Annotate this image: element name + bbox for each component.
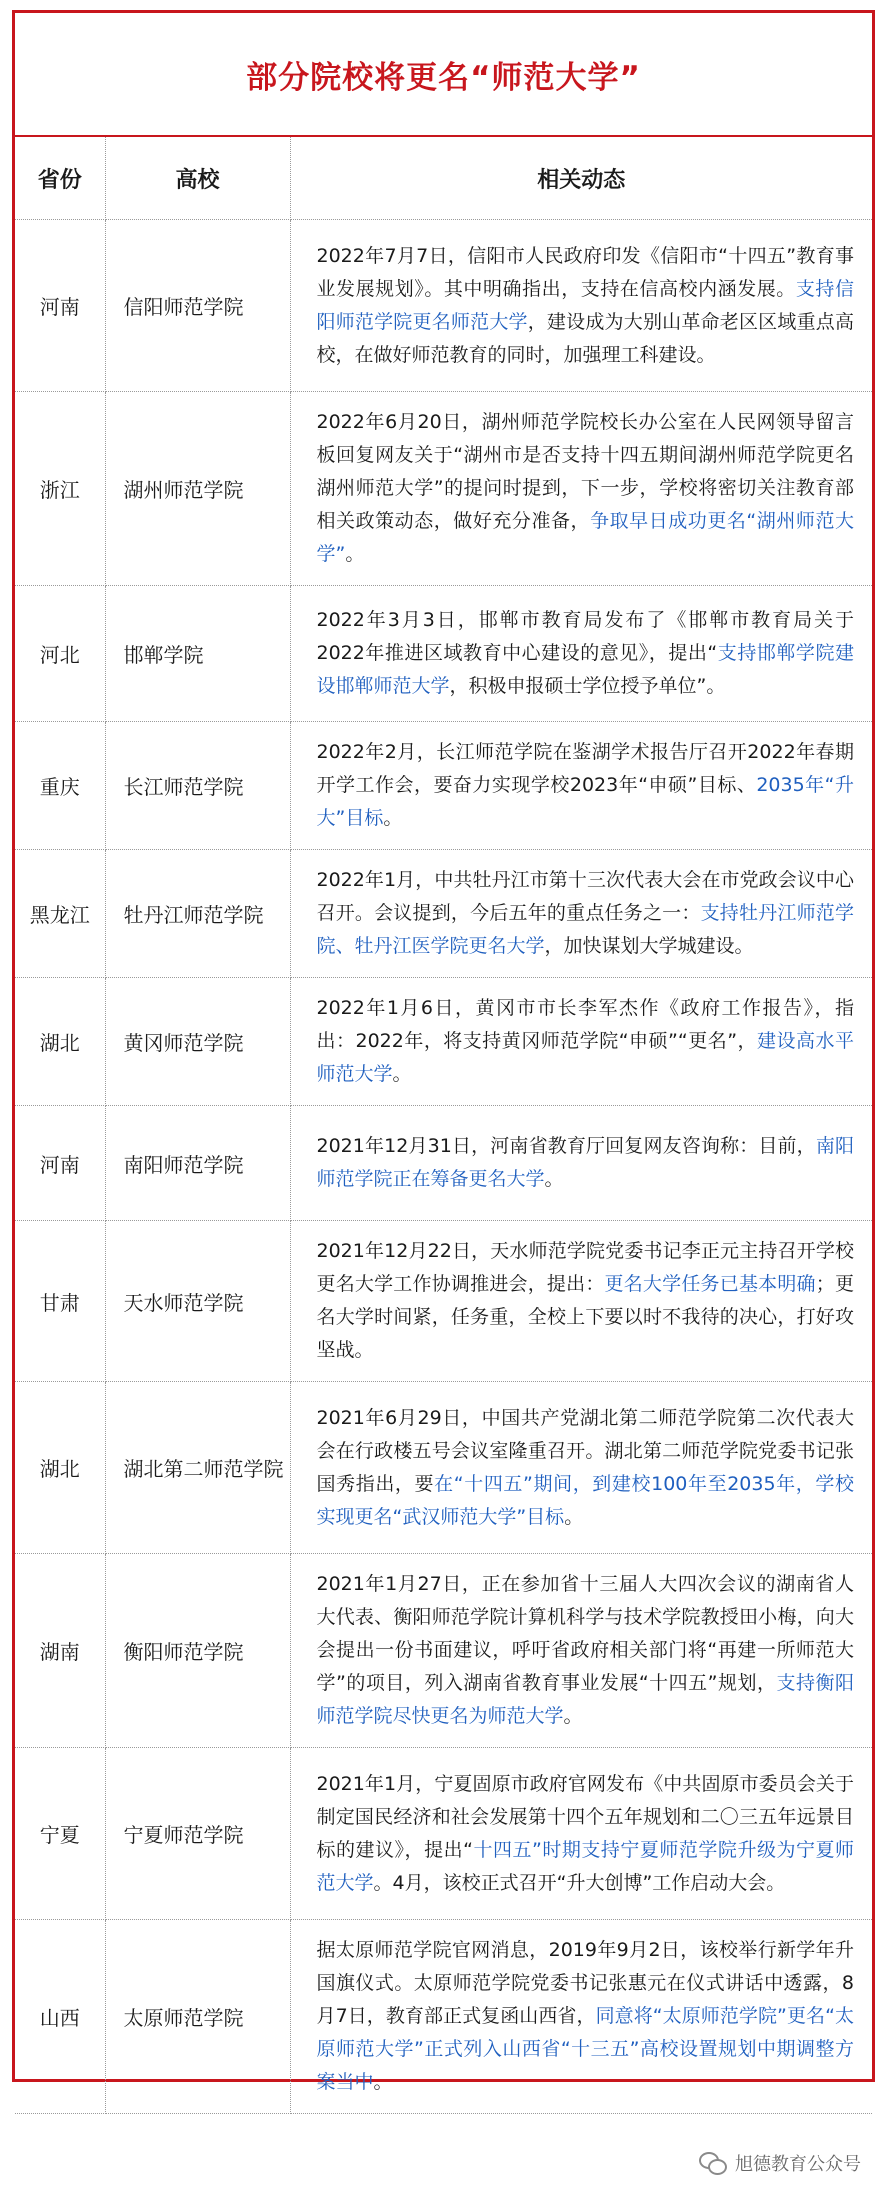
news-text: 2022年1月6日，黄冈市市长李军杰作《政府工作报告》，指出：2022年，将支持黄冈师范学院“申硕”“更名”，	[316, 997, 854, 1052]
header-news: 相关动态	[290, 137, 872, 220]
cell-news	[290, 392, 872, 586]
news-text: 。	[392, 1063, 412, 1085]
cell-province: 宁夏	[15, 1748, 105, 1920]
cell-school: 信阳师范学院	[105, 220, 290, 392]
cell-province: 河北	[15, 586, 105, 722]
table-row	[15, 722, 872, 850]
news-text: 2022年7月7日，信阳市人民政府印发《信阳市“十四五”教育事业发展规划》。其中明确指出，支持在信高校内涵发展。	[316, 244, 854, 300]
cell-news	[290, 1106, 872, 1221]
cell-news	[290, 1920, 872, 2114]
cell-province: 黑龙江	[15, 850, 105, 978]
news-text: 2021年1月27日，正在参加省十三届人大四次会议的湖南省人大代表、衡阳师范学院计算机科学与技术学院教授田小梅，向大会提出一份书面建议，呼吁省政府相关部门将“再建一所师范大学”的项目，列入湖南省教育事业发展“十四五”规划，	[316, 1573, 854, 1694]
header-school: 高校	[105, 137, 290, 220]
wechat-icon	[699, 2152, 727, 2174]
table-row	[15, 392, 872, 586]
table-frame	[12, 10, 875, 2093]
cell-province: 湖北	[15, 1382, 105, 1554]
news-highlight: 南阳师范学院正在筹备更名大学	[316, 1135, 854, 1190]
news-highlight: 支持信阳师范学院更名师范大学	[316, 277, 854, 333]
news-highlight: 支持牡丹江师范学院、牡丹江医学院更名大学	[316, 902, 854, 957]
news-highlight: 同意将“太原师范学院”更名“太原师范大学”正式列入山西省“十三五”高校设置规划中期调整方案当中	[316, 2005, 854, 2093]
cell-province: 重庆	[15, 722, 105, 850]
cell-news	[290, 1554, 872, 1748]
news-text: ，加快谋划大学城建设。	[544, 935, 754, 957]
news-highlight: 十四五”时期支持宁夏师范学院升级为宁夏师范大学	[316, 1838, 854, 1894]
cell-school: 湖州师范学院	[105, 392, 290, 586]
table-row	[15, 586, 872, 722]
cell-news	[290, 586, 872, 722]
news-text: ，建设成为大别山革命老区区域重点高校，在做好师范教育的同时，加强理工科建设。	[316, 310, 854, 366]
cell-school: 黄冈师范学院	[105, 978, 290, 1106]
cell-province: 山西	[15, 1920, 105, 2114]
table-row	[15, 850, 872, 978]
table-row	[15, 1554, 872, 1748]
news-text: 。4月，该校正式召开“升大创博”工作启动大会。	[373, 1871, 786, 1894]
cell-news	[290, 978, 872, 1106]
news-text: 2022年6月20日，湖州师范学院校长办公室在人民网领导留言板回复网友关于“湖州市是否支持十四五期间湖州师范学院更名湖州师范大学”的提问时提到，下一步，学校将密切关注教育部相关政策动态，做好充分准备，	[316, 411, 854, 532]
cell-news	[290, 1748, 872, 1920]
cell-school: 湖北第二师范学院	[105, 1382, 290, 1554]
cell-news	[290, 220, 872, 392]
header-province: 省份	[15, 137, 105, 220]
news-text: 。	[373, 2071, 393, 2093]
table-row	[15, 1748, 872, 1920]
news-text: 2021年12月31日，河南省教育厅回复网友咨询称：目前，	[316, 1135, 816, 1157]
cell-school: 天水师范学院	[105, 1221, 290, 1382]
news-text: 2021年1月，宁夏固原市政府官网发布《中共固原市委员会关于制定国民经济和社会发展第十四个五年规划和二〇三五年远景目标的建议》，提出“	[316, 1772, 854, 1861]
cell-news	[290, 722, 872, 850]
news-text: 2021年6月29日，中国共产党湖北第二师范学院第二次代表大会在行政楼五号会议室隆重召开。湖北第二师范学院党委书记张国秀指出，要	[316, 1406, 854, 1495]
cell-province: 河南	[15, 220, 105, 392]
news-text: 2022年1月，中共牡丹江市第十三次代表大会在市党政会议中心召开。会议提到，今后五年的重点任务之一：	[316, 869, 854, 924]
cell-school: 邯郸学院	[105, 586, 290, 722]
cell-news	[290, 850, 872, 978]
table-row	[15, 1221, 872, 1382]
news-highlight: 2035年“升大”目标	[316, 774, 854, 829]
page-title: 部分院校将更名“师范大学”	[246, 59, 641, 96]
table-row	[15, 978, 872, 1106]
news-highlight: 建设高水平师范大学	[316, 1030, 854, 1085]
cell-province: 浙江	[15, 392, 105, 586]
news-text: 。	[564, 1505, 584, 1528]
table-header-row	[15, 137, 872, 220]
news-text: ，积极申报硕士学位授予单位”。	[449, 675, 726, 697]
news-text: 2021年12月22日，天水师范学院党委书记李正元主持召开学校更名大学工作协调推进会，提出：	[316, 1240, 854, 1295]
cell-province: 湖北	[15, 978, 105, 1106]
cell-school: 长江师范学院	[105, 722, 290, 850]
news-highlight: 争取早日成功更名“湖州师范大学”	[316, 510, 854, 565]
news-text: 2022年2月，长江师范学院在鉴湖学术报告厅召开2022年春期开学工作会，要奋力实现学校2023年“申硕”目标、	[316, 741, 854, 796]
news-text: 。	[563, 1705, 583, 1727]
table-row	[15, 1920, 872, 2114]
cell-province: 甘肃	[15, 1221, 105, 1382]
news-text: 据太原师范学院官网消息，2019年9月2日，该校举行新学年升国旗仪式。太原师范学院党委书记张惠元在仪式讲话中透露，8月7日，教育部正式复函山西省，	[316, 1939, 854, 2027]
news-highlight: 支持衡阳师范学院尽快更名为师范大学	[316, 1672, 854, 1727]
table-body	[15, 220, 872, 2114]
cell-school: 牡丹江师范学院	[105, 850, 290, 978]
news-highlight: 更名大学任务已基本明确	[604, 1273, 816, 1295]
table-row	[15, 1106, 872, 1221]
schools-table	[15, 137, 872, 2114]
footer-text: 旭德教育公众号	[735, 2154, 861, 2175]
news-text: 。	[544, 1168, 564, 1190]
cell-school: 太原师范学院	[105, 1920, 290, 2114]
news-highlight: 支持邯郸学院建设邯郸师范大学	[316, 642, 854, 697]
title-box	[15, 13, 872, 137]
cell-news	[290, 1382, 872, 1554]
news-text: 。	[383, 807, 403, 829]
cell-province: 河南	[15, 1106, 105, 1221]
news-text: 2022年3月3日，邯郸市教育局发布了《邯郸市教育局关于2022年推进区域教育中心建设的意见》，提出“	[316, 609, 854, 664]
cell-school: 南阳师范学院	[105, 1106, 290, 1221]
news-highlight: 在“十四五”期间，到建校100年至2035年，学校实现更名“武汉师范大学”目标	[316, 1472, 854, 1528]
cell-school: 宁夏师范学院	[105, 1748, 290, 1920]
cell-province: 湖南	[15, 1554, 105, 1748]
table-row	[15, 220, 872, 392]
cell-news	[290, 1221, 872, 1382]
news-text: 。	[345, 543, 365, 565]
cell-school: 衡阳师范学院	[105, 1554, 290, 1748]
footer-watermark	[699, 2150, 861, 2176]
table-row	[15, 1382, 872, 1554]
news-text: ；更名大学时间紧，任务重，全校上下要以时不我待的决心，打好攻坚战。	[316, 1273, 854, 1361]
